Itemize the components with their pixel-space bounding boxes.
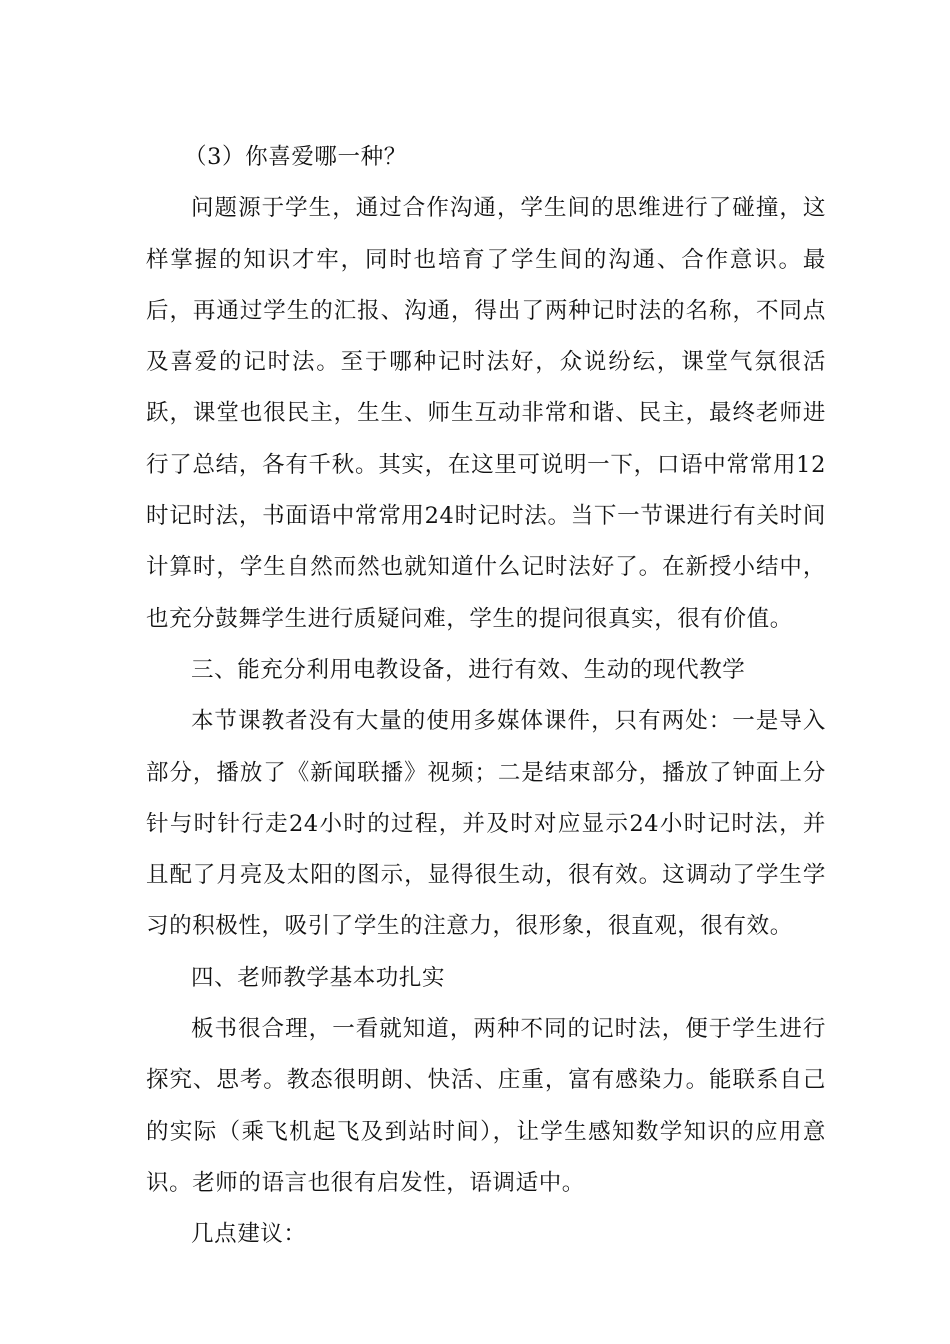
question-line: （3）你喜爱哪一种？ [184,144,407,170]
body-paragraph: 板书很合理，一看就知道，两种不同的记时法，便于学生进行探究、思考。教态很明朗、快活、庄重，富有感染力。能联系自己的实际（乘飞机起飞及到站时间），让学生感知数学知识的应用意识。老师的语言也很有启发性，语调适中。 [146,1016,826,1196]
body-paragraph: 本节课教者没有大量的使用多媒体课件，只有两处：一是导入部分，播放了《新闻联播》视频；二是结束部分，播放了钟面上分针与时针行走24小时的过程，并及时对应显示24小时记时法，并且配了月亮及太阳的图示，显得很生动，很有效。这调动了学生学习的积极性，吸引了学生的注意力，很形象，很直观，很有效。 [146,708,826,940]
body-paragraph: 问题源于学生，通过合作沟通，学生间的思维进行了碰撞，这样掌握的知识才牢，同时也培育了学生间的沟通、合作意识。最后，再通过学生的汇报、沟通，得出了两种记时法的名称，不同点及喜爱的记时法。至于哪种记时法好，众说纷纭，课堂气氛很活跃，课堂也很民主，生生、师生互动非常和谐、民主，最终老师进行了总结，各有千秋。其实，在这里可说明一下，口语中常常用12时记时法，书面语中常常用24时记时法。当下一节课进行有关时间计算时，学生自然而然也就知道什么记时法好了。在新授小结中，也充分鼓舞学生进行质疑问难，学生的提问很真实，很有价值。 [146,195,826,632]
section-heading: 四、老师教学基本功扎实 [191,964,446,991]
suggestions-heading: 几点建议： [191,1221,307,1248]
document-body [146,132,826,1261]
section-heading: 三、能充分利用电教设备，进行有效、生动的现代教学 [191,656,746,683]
